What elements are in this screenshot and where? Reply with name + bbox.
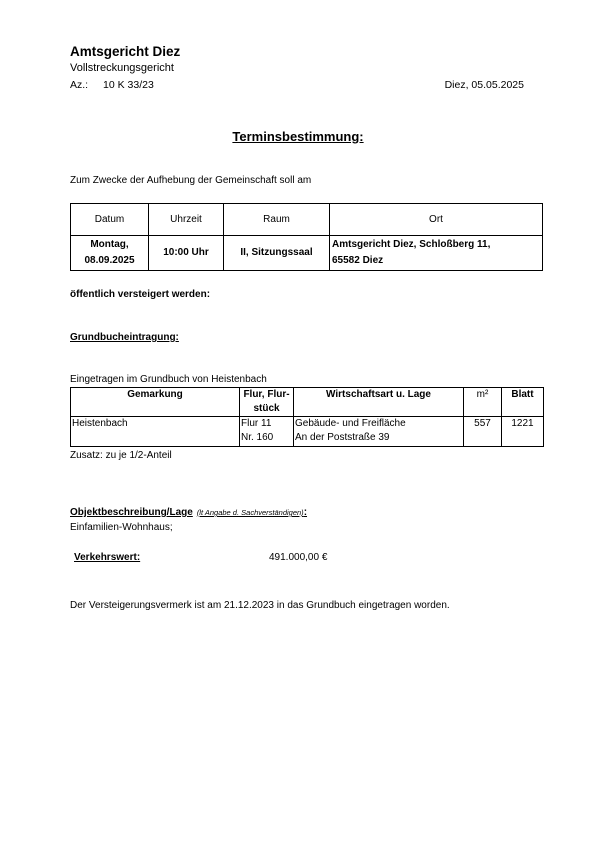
- land-register-table: [70, 387, 544, 447]
- header-square-meters: m²: [464, 388, 502, 417]
- object-description-title: Objektbeschreibung/Lage: [70, 507, 193, 518]
- header-flur-line2: stück: [253, 403, 280, 414]
- cell-flur: [240, 417, 294, 447]
- document-title: Terminsbestimmung:: [232, 129, 364, 144]
- cell-wirtschaftsart: [294, 417, 464, 447]
- cell-gemarkung: Heistenbach: [71, 417, 240, 447]
- place-date: Diez, 05.05.2025: [444, 79, 524, 91]
- market-value-label: Verkehrswert:: [74, 552, 141, 563]
- appointment-place: [330, 236, 543, 271]
- appointment-place-line1: Amtsgericht Diez, Schloßberg 11,: [332, 239, 491, 250]
- appointment-date: [71, 236, 149, 271]
- land-register-header-row: [71, 388, 544, 417]
- cell-wirtschaftsart-line1: Gebäude- und Freifläche: [295, 418, 406, 429]
- appointment-place-line2: 65582 Diez: [332, 255, 384, 266]
- file-number-value: 10 K 33/23: [103, 79, 154, 91]
- header-room: Raum: [224, 204, 330, 236]
- object-description-text: Einfamilien-Wohnhaus;: [70, 522, 173, 533]
- share-note: Zusatz: zu je 1/2-Anteil: [70, 450, 172, 461]
- header-place: Ort: [330, 204, 543, 236]
- intro-text: Zum Zwecke der Aufhebung der Gemeinschaft soll am: [70, 175, 312, 186]
- cell-flur-line2: Nr. 160: [241, 432, 274, 443]
- header-wirtschaftsart: Wirtschaftsart u. Lage: [294, 388, 464, 417]
- appointment-weekday: Montag,: [90, 239, 129, 250]
- header-flur: [240, 388, 294, 417]
- cell-wirtschaftsart-line2: An der Poststraße 39: [295, 432, 390, 443]
- header-flur-line1: Flur, Flur-: [243, 389, 290, 400]
- cell-flur-line1: Flur 11: [241, 418, 272, 429]
- appointment-room: II, Sitzungssaal: [224, 236, 330, 271]
- file-number-row: [70, 79, 154, 91]
- file-number-label: Az.:: [70, 79, 89, 91]
- header-gemarkung: Gemarkung: [71, 388, 240, 417]
- land-register-row: [71, 417, 544, 447]
- appointment-header-row: [71, 204, 543, 236]
- object-description-colon: :: [303, 507, 308, 518]
- appointment-value-row: [71, 236, 543, 271]
- header-time: Uhrzeit: [149, 204, 224, 236]
- land-register-registered: Eingetragen im Grundbuch von Heistenbach: [70, 374, 267, 385]
- appointment-date-value: 08.09.2025: [84, 255, 135, 266]
- auction-statement: öffentlich versteigert werden:: [70, 289, 211, 300]
- court-name: Amtsgericht Diez: [70, 44, 181, 59]
- header-date: Datum: [71, 204, 149, 236]
- market-value-amount: 491.000,00 €: [269, 552, 328, 563]
- appointment-table: [70, 203, 543, 271]
- object-description-heading: [70, 507, 307, 518]
- object-description-note: (lt Angabe d. Sachverständigen): [196, 508, 304, 517]
- cell-square-meters: 557: [464, 417, 502, 447]
- court-department: Vollstreckungsgericht: [70, 62, 174, 74]
- cell-blatt: 1221: [502, 417, 544, 447]
- land-register-heading: Grundbucheintragung:: [70, 332, 179, 343]
- header-blatt: Blatt: [502, 388, 544, 417]
- closing-statement: Der Versteigerungsvermerk ist am 21.12.2023 in das Grundbuch eingetragen worden.: [70, 600, 450, 611]
- appointment-time: 10:00 Uhr: [149, 236, 224, 271]
